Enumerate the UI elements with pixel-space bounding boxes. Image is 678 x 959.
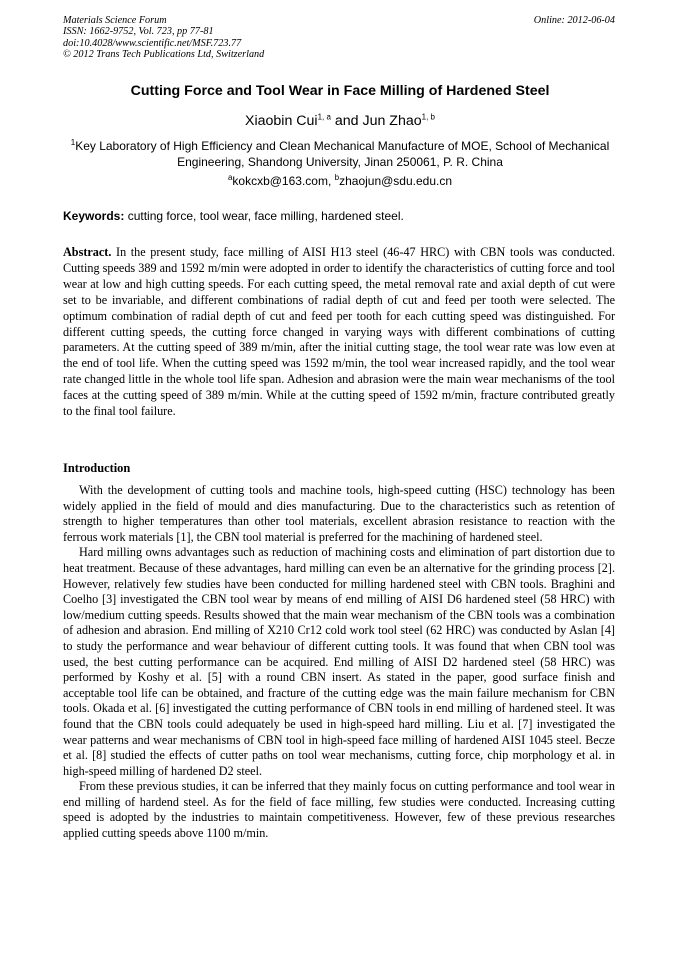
page-header	[63, 15, 615, 61]
keywords	[63, 208, 615, 224]
affiliation	[70, 138, 610, 170]
email-address[interactable]: zhaojun@sdu.edu.cn	[339, 174, 453, 188]
author-affil-marker: 1, a	[317, 112, 331, 122]
paragraph: From these previous studies, it can be inferred that they mainly focus on cutting performance and tool wear in end milling of hardend steel. As for the field of face milling, few studies were conducted. Increasing cutting speed is adopted by the industries to maintain competitiveness. However, few of these previous researches applied cutting speeds above 1100 m/min.	[63, 779, 615, 841]
email-marker: a	[227, 173, 233, 182]
email-marker: b	[334, 173, 340, 182]
email-address[interactable]: kokcxb@163.com	[232, 174, 328, 188]
paper-title: Cutting Force and Tool Wear in Face Milling of Hardened Steel	[130, 83, 550, 99]
introduction-body	[63, 483, 615, 842]
online-date: Online: 2012-06-04	[533, 15, 615, 26]
publication-info	[63, 15, 615, 61]
doi-line: doi:10.4028/www.scientific.net/MSF.723.77	[63, 37, 242, 49]
author-name: Jun Zhao	[362, 113, 422, 129]
copyright-line: © 2012 Trans Tech Publications Ltd, Switzerland	[63, 49, 265, 61]
paragraph: Hard milling owns advantages such as reduction of machining costs and elimination of part distortion due to heat treatment. Because of these advantages, hard milling can even be an alternative for the grinding process [2]. However, relatively few studies have been conducted for milling hardened steel with CBN tools. Braghini and Coelho [3] investigated the CBN tool wear by means of end milling of AISI D6 hardened steel (58 HRC) with low/medium cutting speeds. Results showed that the main wear mechanism of the CBN tools was a combination of adhesion and abrasion. End milling of X210 Cr12 cold work tool steel (62 HRC) was conducted by Aslan [4] to study the performance and wear behaviour of different cutting tools. It was found that when CBN tool was used, the best cutting performance can be acquired. End milling of AISI D2 hardened steel (58 HRC) was performed by Koshy et al. [5] with a round CBN insert. As stated in the paper, good surface finish and acceptable tool life can be obtained, and fracture of the cutting edge was the main failure mechanism for CBN tools. Okada et al. [6] investigated the cutting performance of CBN tools in end milling of hardened steel. It was found that the CBN tools could adequately be used in high-speed hard milling. Liu et al. [7] investigated the wear patterns and wear mechanisms of CBN tool in high-speed face milling of hardened AISI 1045 steel. Becze et al. [8] studied the effects of cutter paths on tool wear mechanisms, cutting force, chip morphology et al. in high-speed milling of hardened D2 steel.	[63, 545, 615, 778]
abstract-label: Abstract.	[63, 245, 112, 259]
email-separator: ,	[327, 174, 335, 188]
author-name: Xiaobin Cui	[245, 113, 318, 129]
affiliation-marker: 1	[70, 138, 76, 147]
author-affil-marker: 1, b	[421, 112, 435, 122]
keywords-label: Keywords:	[63, 209, 125, 223]
journal-name: Materials Science Forum	[63, 15, 167, 26]
section-heading-introduction: Introduction	[63, 461, 131, 475]
author-emails	[40, 173, 640, 189]
author-list	[40, 113, 640, 130]
affiliation-text: Key Laboratory of High Efficiency and Clean Mechanical Manufacture of MOE, School of Mechanical Engineering, Shandong University, Jinan 250061, P. R. China	[75, 139, 610, 169]
author-conjunction: and	[330, 113, 363, 129]
abstract-text: In the present study, face milling of AISI H13 steel (46-47 HRC) with CBN tools was conducted. Cutting speeds 389 and 1592 m/min were adopted in order to identify the characteristics of cutting force and tool wear at low and high cutting speeds. For each cutting speed, the metal removal rate and axial depth of cut were set to be invariable, and different combinations of radial depth of cut and feed per tooth were selected. The optimum combination of radial depth of cut and feed per tooth for each cutting speed was distinguished. For different cutting speeds, the cutting force changed in varying ways with different combinations of cutting parameters. At the cutting speed of 389 m/min, after the initial cutting stage, the tool wear rate was low even at the end of tool life. When the cutting speed was 1592 m/min, the tool wear increased rapidly, and the tool wear rate changed little in the whole tool life span. Adhesion and abrasion were the main wear mechanisms of the tool faces at the cutting speed of 389 m/min. While at the cutting speed of 1592 m/min, fracture contributed greatly to the final tool failure.	[63, 245, 615, 419]
paragraph: With the development of cutting tools and machine tools, high-speed cutting (HSC) technology has been widely applied in the field of mould and dies manufacturing. Due to the characteristics such as retention of strength to higher temperatures than other tool materials, excellent abrasion resistance to reaction with the ferrous work materials [1], the CBN tool material is preferred for the machining of hardened steel.	[63, 483, 615, 544]
keywords-text: cutting force, tool wear, face milling, hardened steel.	[124, 209, 404, 223]
abstract	[63, 245, 615, 420]
issn-line: ISSN: 1662-9752, Vol. 723, pp 77-81	[63, 26, 214, 38]
